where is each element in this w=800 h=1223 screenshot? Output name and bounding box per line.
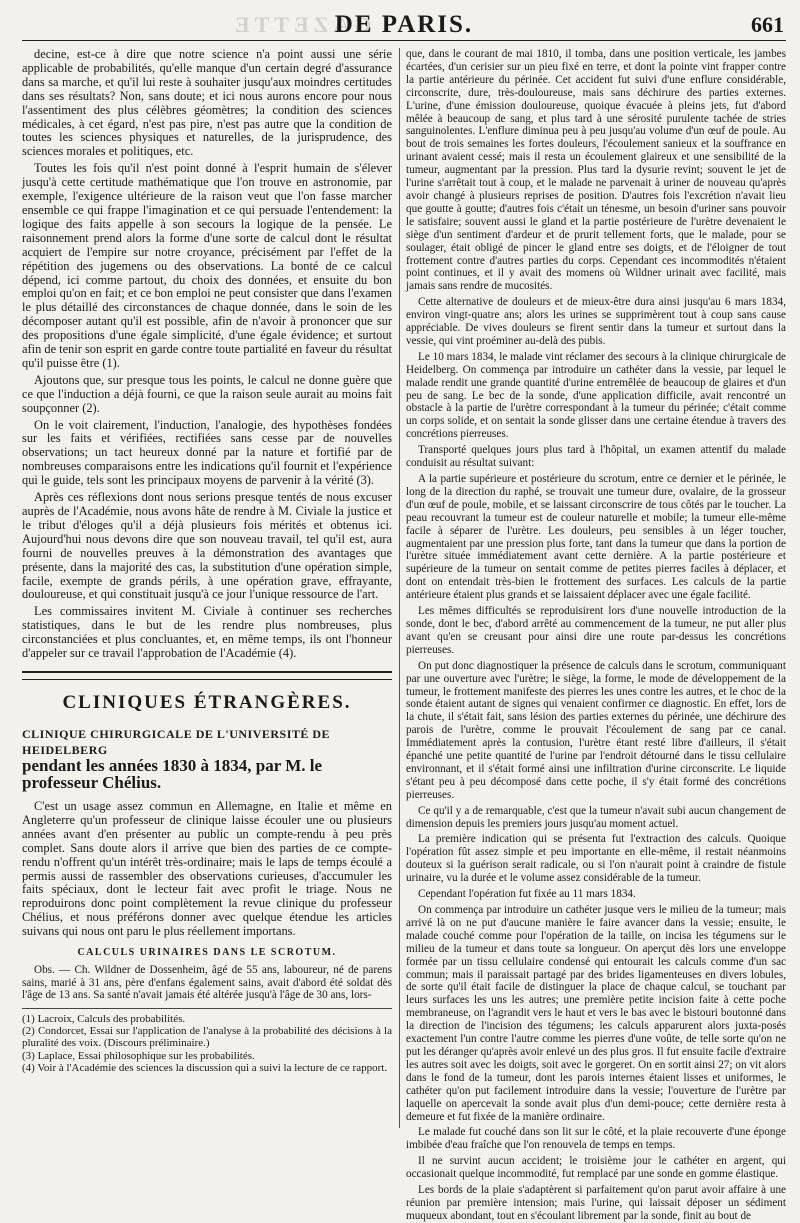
- section-title: CLINIQUES ÉTRANGÈRES.: [62, 691, 352, 713]
- observation-paragraph: Obs. — Ch. Wildner de Dossenheim, âgé de 55 ans, laboureur, né de parens sains, marié à 31 ans, père d'enfans également sains, avait d'abord été soldat dès l'âge de 13 ans. Sa santé n'avait jamais été altérée jusqu'à l'âge de 30 ans, lors-: [22, 964, 392, 1002]
- footnotes: [22, 1008, 392, 1074]
- text-columns: [22, 47, 786, 1222]
- paragraph: On put donc diagnostiquer la présence de calculs dans le scrotum, communiquant par une ouverture avec l'urètre; le siège, la forme, le mode de développement de la tumeur, le frottement manifeste des pierres les unes contre les autres, et le choc de la sonde étaient autant de signes qui venaient confirmer ce diagnostic. En effet, lors de la chute, il s'était fait, sans lésion des parties externes du périnée, une déchirure des parois de l'urètre, comme le prouvait l'écoulement de sang par ce canal. Immédiatement après la contusion, l'urètre étant resté libre d'ailleurs, il s'était épanché une petite quantité de l'urine par l'endroit détourné dans le tissu cellulaire environnant, et il s'était formé ainsi une infiltration d'urine circonscrite. Le liquide s'étant peu à peu décomposé dans cette poche, il s'y était formé des concrétions pierreuses.: [406, 659, 786, 801]
- paragraph: Ce qu'il y a de remarquable, c'est que la tumeur n'avait subi aucun changement de dimension depuis les premiers jours jusqu'au moment actuel.: [406, 804, 786, 830]
- calculs-title: CALCULS URINAIRES DANS LE SCROTUM.: [77, 947, 337, 959]
- page-header: [22, 10, 786, 41]
- paragraph: Le malade fut couché dans son lit sur le côté, et la plaie recouverte d'une éponge imbibée d'eau fraîche que l'on renouvela de temps en temps.: [406, 1126, 786, 1152]
- paragraph: Les commissaires invitent M. Civiale à continuer ses recherches statistiques, dans le but de les rendre plus nombreuses, plus circonstanciées et plus concluantes, et, en même temps, ils ont l'honneur d'appeler sur ce travail l'approbation de l'Académie (4).: [22, 604, 392, 661]
- paragraph: Les bords de la plaie s'adaptèrent si parfaitement qu'on parut avoir affaire à une réunion par première intension; mais l'urine, qui laissait déposer un sédiment muqueux abondant, tout en s'écoulant librement par la sonde, finit au bout de: [406, 1184, 786, 1222]
- paragraph: Le 10 mars 1834, le malade vint réclamer des secours à la clinique chirurgicale de Heidelberg. On commença par introduire un cathéter dans la vessie, par lequel le malade rendit une grande quantité d'urine entremêlée de beaucoup de glaires et d'un peu de sang. Le bec de la sonde, d'une application difficile, avait rencontré un obstacle à la partie de l'urètre correspondant à la tumeur du périnée; c'était comme un corps solide, et on sentait la sonde glisser dans une certaine étendue à travers des concrétions pierreuses.: [406, 350, 786, 441]
- left-column: [22, 48, 392, 1122]
- section-divider: [22, 671, 392, 680]
- paragraph: Il ne survint aucun accident; le troisième jour le cathéter en argent, qui occasionait quelque incommodité, fut remplacé par une sonde en gomme élastique.: [406, 1155, 786, 1181]
- paragraph: Toutes les fois qu'il n'est point donné à l'esprit humain de s'élever jusqu'à cette certitude mathématique que l'on trouve en astronomie, par exemple, l'exigence ultérieure de la raison veut que l'on fasse marcher ensemble ce qui frappe l'imagination et ce qui persuade l'entendement: la logique des faits appelle à son secours la logique de la pensée. Le raisonnement prend alors la forme d'une sorte de calcul dont le résultat acquiert de l'empire sur notre croyance, précisément par l'effet de la répétition des jugemens ou des observations. La bonté de ce calcul dépend, ici comme partout, du choix des données, et ensuite du bon emploi qu'on en fait; et ce bon emploi ne peut consister que dans l'examen le plus détaillé des circonstances de chaque donnée, dans le soin de les décomposer autant qu'il est possible, afin de n'avoir à prononcer que sur des propositions d'une égale simplicité, d'une égale évidence; et surtout afin de tenir son esprit en garde contre toute partialité en faveur du résultat qu'il puisse être (1).: [22, 161, 392, 370]
- footnote: (1) Lacroix, Calculs des probabilités.: [22, 1012, 186, 1025]
- paragraph: Ajoutons que, sur presque tous les points, le calcul ne donne guère que ce que l'induction a déjà fourni, ce que la raison seule aurait au moins fait soupçonner (2).: [22, 372, 392, 415]
- paragraph: La première indication qui se présenta fut l'extraction des calculs. Quoique l'opération fût assez simple et peu importante en elle-même, il restait néanmoins douteux si la guérison serait radicale, ou si l'on n'aurait point à craindre de fistule urinaire, vu la durée et le volume assez considérable de la tumeur.: [406, 833, 786, 885]
- paragraph: decine, est-ce à dire que notre science n'a point aussi une série applicable de probabilités, qu'elle manque d'un certain degré d'assurance dans sa marche, et qu'il lui reste à souhaiter jusqu'aux moindres certitudes dans ses résultats? Non, sans doute; et ici nous aurons encore pour nous l'assentiment des plus célèbres géomètres; la condition des sciences médicales, à cet égard, n'est pas pire, n'est pas autre que la condition de toutes les sciences physiques et naturelles, de la jurisprudence, des sciences morales et politiques, etc.: [22, 47, 392, 159]
- paragraph: On commença par introduire un cathéter jusque vers le milieu de la tumeur; mais arrivé là on ne put d'aucune manière le faire avancer dans la vessie; ensuite, le malade couché comme pour l'opération de la taille, on incisa les tégumens sur le milieu de la tumeur et dans toute sa longueur. On aperçut dès lors une enveloppe formée par un tissu cellulaire condensé qui entourait les calculs comme d'un sac commun; mais il paraissait partagé par des brides ligamenteuses en divers lobules, de sorte qu'il était facile de distinguer la place de chaque calcul, se touchant par leurs surfaces les uns les autres; une première petite incision faite à cette poche membraneuse, on l'agrandit vers le haut et vers le bas avec le bistouri boutonné dans la direction de l'incision des tégumens; les calculs apparurent alors juxta-posés exactement l'un contre l'autre comme les pierres d'une voûte, de telle sorte qu'on ne put les déranger qu'après avoir enlevé un des plus gros. Il fut ensuite facile d'extraire les autres soit avec les doigts, soit avec le gorgeret. On en sortit ainsi 27; on vit alors dans le fond de la tumeur, dont les parois internes étaient lisses et uniformes, le cathéter qu'on put facilement introduire dans la vessie; l'ouverture de l'urètre par laquelle on apercevait la sonde avait plus d'un demi-pouce; cette dernière resta à demeure et fut fixée de la manière ordinaire.: [406, 904, 786, 1123]
- paragraph: On le voit clairement, l'induction, l'analogie, des hypothèses fondées sur les faits et vérifiées, rectifiées sans cesse par de nouvelles observations; un tact heureux donné par la nature et fortifié par de nombreuses comparaisons entre les indications qu'il fournit et l'expérience qui le guide, tels sont les principaux moyens de parvenir à la vérité (3).: [22, 417, 392, 488]
- paragraph: Les mêmes difficultés se reproduisirent lors d'une nouvelle introduction de la sonde, dont le bec, d'abord arrêté au commencement de la tumeur, ne put aller plus avant qu'en se creusant pour ainsi dire une route par-dessus les concrétions pierreuses.: [406, 605, 786, 656]
- right-column: [406, 48, 786, 1222]
- footnote: (2) Condorcet, Essai sur l'application de l'analyse à la probabilité des décisions à la pluralité des voix. (Discours préliminaire.): [22, 1025, 392, 1050]
- clinic-title: [22, 726, 392, 792]
- clinic-paragraph: C'est un usage assez commun en Allemagne, en Italie et même en Angleterre qu'un professeur de clinique laisse écouler une ou plusieurs années avant d'en présenter au public un compte-rendu à peu près complet. Sans doute alors il arrive que bien des parties de ce compte-rendu n'offrent qu'un intérêt très-ordinaire; mais le laps de temps écoulé a permis aussi de rassembler des observations curieuses, d'accumuler les faits spéciaux, dont le lecteur fait avec profit le triage. Nous ne reproduirons donc point complètement la revue clinique du professeur Chélius, et nous préférons donner avec quelque étendue les articles suivans qui nous ont paru le plus réellement importans.: [22, 798, 392, 939]
- clinic-title-small: CLINIQUE CHIRURGICALE DE L'UNIVERSITÉ DE HEIDELBERG: [22, 726, 331, 757]
- bleed-through-text: GAZETTE: [230, 12, 372, 37]
- paragraph: Après ces réflexions dont nous serions presque tentés de nous excuser auprès de l'Académie, nous avons hâte de rendre à M. Civiale la justice et le tribut d'éloges qu'il a déjà plusieurs fois mérités et obtenus ici. Aujourd'hui nous devons dire que son nouveau travail, tel qu'il est, aura fourni de nouvelles preuves à la démonstration des avantages que présente, dans la majorité des cas, la substitution d'une opération simple, facile, exempte de grands périls, à une opération grave, effrayante, douloureuse, et qui constituait jusqu'à ce jour l'unique ressource de l'art.: [22, 490, 392, 602]
- paragraph: Transporté quelques jours plus tard à l'hôpital, un examen attentif du malade conduisit au résultat suivant:: [406, 444, 786, 470]
- paragraph: Cette alternative de douleurs et de mieux-être dura ainsi jusqu'au 6 mars 1834, environ vingt-quatre ans; alors les urines se supprimèrent tout à coup sans cause appréciable. De vives douleurs se firent sentir dans la tumeur et surtout dans la vessie, qui vint proéminer au-delà des pubis.: [406, 296, 786, 347]
- paragraph: que, dans le courant de mai 1810, il tomba, dans une position verticale, les jambes écartées, d'un cerisier sur un pieu fixé en terre, et dont la pointe vint frapper contre la partie antérieure du périnée. Cet accident fut suivi d'une enflure considérable, circonscrite, dure, très-douloureuse, mais sans déchirure des parties externes. L'urine, d'une émission douloureuse, quoique évacuée à pleins jets, fut d'abord mêlée à beaucoup de sang, et plus tard à une sérosité purulente tachée de stries sanguinolentes. L'enflure diminua peu à peu jusqu'au volume d'un œuf de poule. Au bout de trois semaines les fortes douleurs, l'écoulement sanieux et la souffrance en urinant avaient cessé; mais il resta un écoulement glaireux et une sensibilité de la tumeur, augmentant par la pression. Plus tard la dysurie revint; souvent le jet de l'urine s'arrêtait tout à coup, et le malade ne parvenait à uriner de nouveau qu'après avoir changé à plusieurs reprises de position. D'autres fois l'excrétion n'avait lieu que goutte à goutte; d'autres fois c'était un ténesme, un besoin d'uriner sans pouvoir le satisfaire; souvent aussi le gland et la partie postérieure de l'urètre devenaient le siège d'un sentiment d'ardeur et de prurit tellement forts, que le malade, pour se soulager, était obligé de pincer le gland entre ses doigts, et de l'éloigner de tout frottement contre d'autres parties du corps. Cependant ces incommodités n'étaient point continues, et il y avait des momens où Wildner urinait avec facilité, mais jamais sans rendre de mucosités.: [406, 48, 786, 293]
- page-title: DE PARIS.: [334, 11, 474, 38]
- clinic-title-big: pendant les années 1830 à 1834, par M. le professeur Chélius.: [22, 755, 323, 792]
- observation-block: [22, 964, 392, 1002]
- page-number: 661: [751, 12, 784, 37]
- paragraph: Cependant l'opération fut fixée au 11 mars 1834.: [418, 888, 636, 901]
- footnote: (3) Laplace, Essai philosophique sur les probabilités.: [22, 1049, 255, 1062]
- paragraph: A la partie supérieure et postérieure du scrotum, entre ce dernier et le périnée, le long de la direction du raphé, se trouvait une tumeur dure, ovalaire, de la grosseur d'un œuf de poule, mobile, et se laissant circonscrire de tous côtés par le toucher. La peau recouvrant la tumeur est de couleur naturelle et mobile; la tumeur elle-même facile à séparer de l'urètre. Les douleurs, peu sensibles à un léger toucher, augmentaient par une pression plus forte, tant dans la tumeur que dans la portion de l'urètre située immédiatement avant cette dernière. A la partie postérieure et supérieure de la tumeur on sentait comme de petites pierres faciles à déplacer, et dont on entendait très-bien le frottement des surfaces. Les calculs de la partie antérieure étaient plus grands et se laissaient déplacer avec une égale facilité.: [406, 473, 786, 602]
- footnote: (4) Voir à l'Académie des sciences la discussion qui a suivi la lecture de ce rapport.: [22, 1062, 388, 1074]
- column-rule: [399, 48, 400, 1128]
